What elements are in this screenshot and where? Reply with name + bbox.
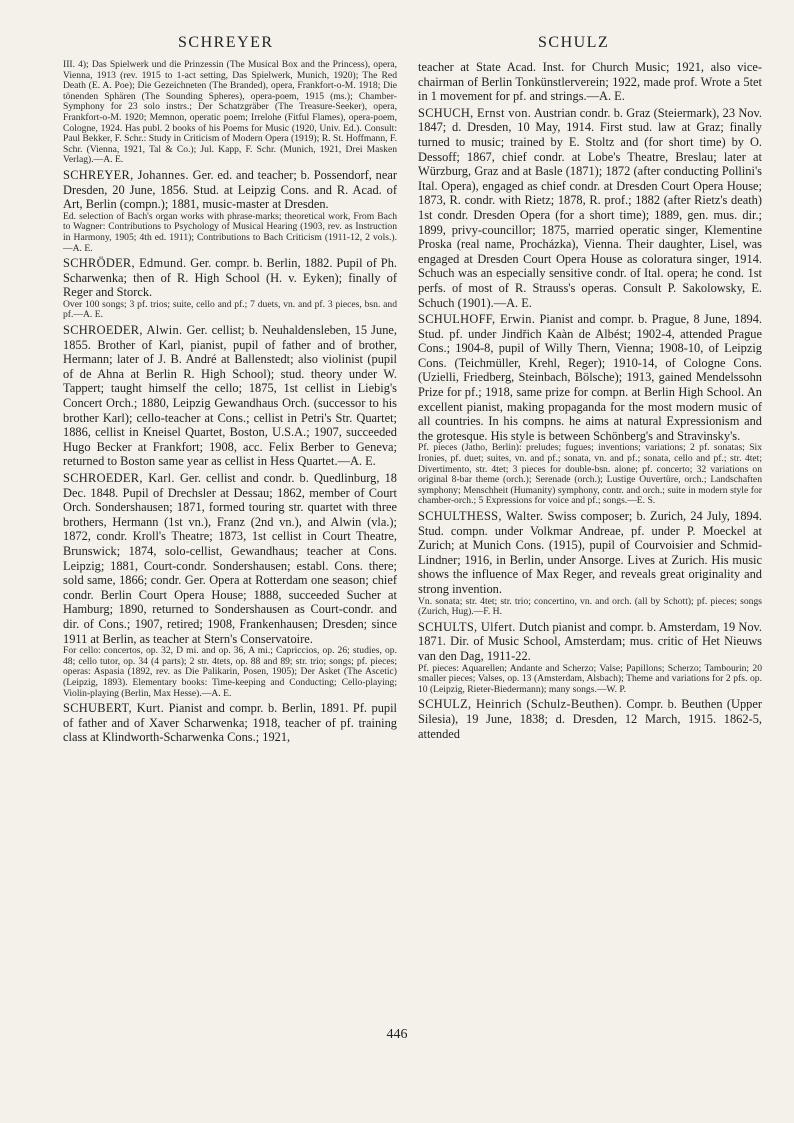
entry-headword: SCHUBERT, Kurt.: [63, 701, 165, 716]
entry-headword: SCHULTS, Ulfert.: [418, 619, 516, 634]
entry-schubert: [63, 701, 397, 745]
entry-headword: SCHULHOFF, Erwin.: [418, 312, 536, 327]
entry-body: Ger. compr. b. Berlin, 1882. Pupil of Ph. Scharwenka; then of R. High School (H. v. Eyken); finally of Reger and Storck.: [63, 256, 397, 300]
page-number: 446: [386, 1027, 408, 1042]
entry-works: Pf. pieces: Aquarellen; Andante and Scherzo; Valse; Papillons; Scherzo; Tambourin; 20 smaller pieces; Valses, op. 13 (Amsterdam, Alsbach); Theme and variations for 2 pfs. op. 10 (Leipzig, Rieter-Biedermann); many songs.—W. P.: [418, 662, 762, 695]
entry-headword: SCHULTHESS, Walter.: [418, 509, 544, 523]
entry-headword: SCHRÖDER, Edmund.: [63, 256, 187, 271]
entry-body: Ger. cellist; b. Neuhaldensleben, 15 June, 1855. Brother of Karl, pianist, pupil of father and of brother, Hermann; later of J. B. André at Ballenstedt; also violinist (pupil of de Ahna at Berlin R. High School); stud. theory under W. Tappert; taught himself the cello; 1875, 1st cellist in Liebig's Concert Orch.; 1880, Leipzig Gewandhaus Orch. (successor to his brother Karl); cello-teacher at Cons.; cellist in Petri's Str. Quartet; 1886, cellist in Kneisel Quartet, Boston, U.S.A.; 1907, succeeded Hugo Becker at Frankfort; 1908, acc. Felix Berber to Geneva; returned to Boston same year as cellist in Hess Quartet.—A. E.: [63, 323, 397, 469]
entry-schults: [418, 620, 762, 696]
entry-works: For cello: concertos, op. 32, D mi. and op. 36, A mi.; Capriccios, op. 26; studies, op. 48; cello tutor, op. 34 (4 parts); 2 str. 4tets, op. 88 and 89; str. trio; songs; pf. pieces; operas: Aspasia (1892, rev. as Die Palikarin, Posen, 1905); Der Asket (The Ascetic) (Leipzig, 1893). Elementary books: Time-keeping and Conducting; Cello-playing; Violin-playing (Berlin, Max Hesse).—A. E.: [63, 645, 397, 699]
entry-body: Ger. cellist and condr. b. Quedlinburg, 18 Dec. 1848. Pupil of Drechsler at Dessau; 1862, member of Court Orch. Sondershausen; 1871, formed touring str. quartet with three brothers, Hermann (1st vn.), Franz (2nd vn.), and Alwin (vla.); 1872, condr. Kroll's Theatre; 1873, 1st cellist in Court Theatre, Brunswick; 1874, solo-cellist, Gewandhaus; teacher at Cons. Leipzig; 1881, Court-condr. Sondershausen; establ. Cons. there; sold same, 1866; condr. Ger. Opera at Rotterdam one season; chief condr. Berlin Court Opera House; 1888, succeeded Sucher at Hamburg; 1890, returned to Sondershausen as Court-condr. and dir. of Cons.; 1907, retired; 1908, Frankenhausen; Dresden; since 1911 at Berlin, as teacher at Stern's Conservatoire.: [63, 471, 397, 646]
entry-headword: SCHREYER, Johannes.: [63, 167, 189, 182]
entry-works: Over 100 songs; 3 pf. trios; suite, cello and pf.; 7 duets, vn. and pf. 3 pieces, bsn. and pf.—A. E.: [63, 298, 397, 321]
right-column: [418, 60, 762, 741]
entry-headword: SCHROEDER, Alwin.: [63, 323, 183, 338]
entry-schuch: [418, 106, 762, 310]
entry-schroder-edmund: [63, 256, 397, 321]
entry-headword: SCHROEDER, Karl.: [63, 471, 175, 485]
entry-body: Pianist and compr. b. Berlin, 1891. Pf. pupil of father and of Xaver Scharwenka; 1918, teacher of pf. training class at Klindworth-Scharwenka Cons.; 1921,: [63, 701, 397, 745]
entry-schulhoff: [418, 312, 762, 507]
entry-works: Ed. selection of Bach's organ works with phrase-marks; theoretical work, From Bach to Wagner: Contributions to Psychology of Musical Hearing (1903, rev. as Instruction in Harmony, 1905; 4th ed. 1911); Contributions to Bach Criticism (1911-12, 2 vols.).—A. E.: [63, 210, 397, 254]
entry-schulz: [418, 697, 762, 741]
entry-body: Compr. b. Beuthen (Upper Silesia), 19 June, 1838; d. Dresden, 12 March, 1915. 1862-5, attended: [418, 697, 762, 741]
entry-body: Swiss composer; b. Zurich, 24 July, 1894. Stud. compn. under Volkmar Andreae, pf. under P. Moeckel at Zurich; at Munich Cons. (1915), pupil of Courvoisier and Schmid-Lindner; 1916, in Berlin, under Ansorge. Lives at Zurich. His music shows the influence of Max Reger, and reveals great originality and strong invention.: [418, 509, 763, 596]
left-column: [63, 60, 397, 745]
entry-headword: SCHULZ, Heinrich (Schulz-Beuthen).: [418, 697, 623, 712]
entry-schreyer: [63, 168, 397, 254]
entry-works: Vn. sonata; str. 4tet; str. trio; concertino, vn. and orch. (all by Schott); pf. pieces; songs (Zurich, Hug).—F. H.: [418, 595, 762, 618]
header-right: SCHULZ: [538, 34, 610, 51]
entry-schroeder-alwin: [63, 323, 397, 469]
entry-headword: SCHUCH, Ernst von.: [418, 105, 532, 120]
entry-body: Austrian condr. b. Graz (Steiermark), 23 Nov. 1847; d. Dresden, 10 May, 1914. First stud. law at Graz; finally turned to music; trained by E. Stoltz and (for short time) by O. Dessoff; 1867, chief condr. at Lobe's Theatre, Breslau; later at Würzburg, Graz and at Basle (1871); 1872 (after conducting Pollini's Ital. Opera), engaged as chief condr. at Dresden Court Opera House; 1873, R. condr. with Rietz; 1878, R. prof.; 1882 (after Rietz's death) 1st condr. Dresden Opera (for a short time); 1889, gen. mus. dir.; 1899, privy-councillor; 1875, married operatic singer, Klementine Proska (real name, Procházka), Vienna. Their daughter, Lisel, was engaged at Dresden Court Opera House as coloratura singer, 1914. Schuch was an especially sensitive condr. of Ital. opera; he cond. 1st perfs. of most of R. Strauss's operas. Consult P. Sakolowsky, E. Schuch (1901).—A. E.: [418, 105, 762, 310]
entry-works: Pf. pieces (Jatho, Berlin): preludes; fugues; inventions; variations; 2 pf. sonatas; Six Ironies, pf. duet; suites, vn. and pf.; sonata, vn. and pf.; sonata, cello and pf.; str. 4tet; Divertimento, str. 4tet; 3 pieces for double-bsn. alone; pf. concerto; 32 variations on original 8-bar theme (orch.); Serenade (orch.); Lustige Ouvertüre, orch.; Landschaften symphony; Menschheit (Humanity) symphony, contr. and orch.; suite in modern style for chamber-orch.; 5 Expressions for voice and pf.; songs.—E. S.: [418, 442, 762, 507]
entry-schroeder-karl: [63, 471, 397, 699]
entry-body: teacher at State Acad. Inst. for Church Music; 1921, also vice-chairman of Berlin Tonkünstlerverein; 1922, made prof. Wrote a 5tet in 1 movement for pf. and strings.—A. E.: [418, 60, 762, 104]
entry-continuation: [63, 60, 397, 166]
entry-works: III. 4); Das Spielwerk und die Prinzessin (The Musical Box and the Princess), opera, Vienna, 1913 (rev. 1915 to 1-act setting, Das Spielwerk, Munich, 1920); The Red Death (E. A. Poe); Die Gezeichneten (The Branded), opera, Frankfort-o-M. 1918; Die tönenden Sphären (The Sounding Spheres), opera-poem, 1915 (ms.); Chamber-Symphony for 23 solo instrs.; Der Schatzgräber (The Treasure-Seeker), opera, Frankfort-o-M. 1920; Memnon, operatic poem; Irrelohe (Fitful Flames), opera-poem, Cologne, 1924. Has publ. 2 books of his Poems for Music (1920, Univ. Ed.). Consult: Paul Bekker, F. Schr.: Study in Criticism of Modern Opera (1919); R. St. Hoffmann, F. Schr. (Vienna, 1921, Tal & Co.); Jul. Kapp, F. Schr. (Munich, 1921, Drei Masken Verlag).—A. E.: [63, 59, 397, 166]
entry-continuation: [418, 60, 762, 104]
entry-schulthess: [418, 509, 762, 618]
header-left: SCHREYER: [178, 34, 274, 51]
entry-body: Pianist and compr. b. Prague, 8 June, 1894. Stud. pf. under Jindřich Kaàn de Albést; 1902-4, attended Prague Cons.; 1904-8, pupil of Willy Thern, Vienna; 1908-10, of Leipzig Cons. (Teichmüller, Krehl, Reger); 1910-14, of Cologne Cons. (Uzielli, Friedberg, Steinbach, Bölsche); 1913, gained Mendelssohn Prize for pf.; 1918, same prize for compn. at Berlin High School. An excellent pianist, making propaganda for the most modern music of all countries. In his compns. he aims at natural Expressionism and the grotesque. His style is between Schönberg's and Stravinsky's.: [418, 312, 762, 443]
entry-body: Dutch pianist and compr. b. Amsterdam, 19 Nov. 1871. Dir. of Music School, Amsterdam; mus. critic of Het Nieuws van den Dag, 1911-22.: [418, 619, 762, 663]
entry-body: Ger. ed. and teacher; b. Possendorf, near Dresden, 20 June, 1856. Stud. at Leipzig Cons. and R. Acad. of Art, Berlin (compn.); 1881, music-master at Dresden.: [63, 167, 397, 212]
running-header: [0, 34, 794, 56]
